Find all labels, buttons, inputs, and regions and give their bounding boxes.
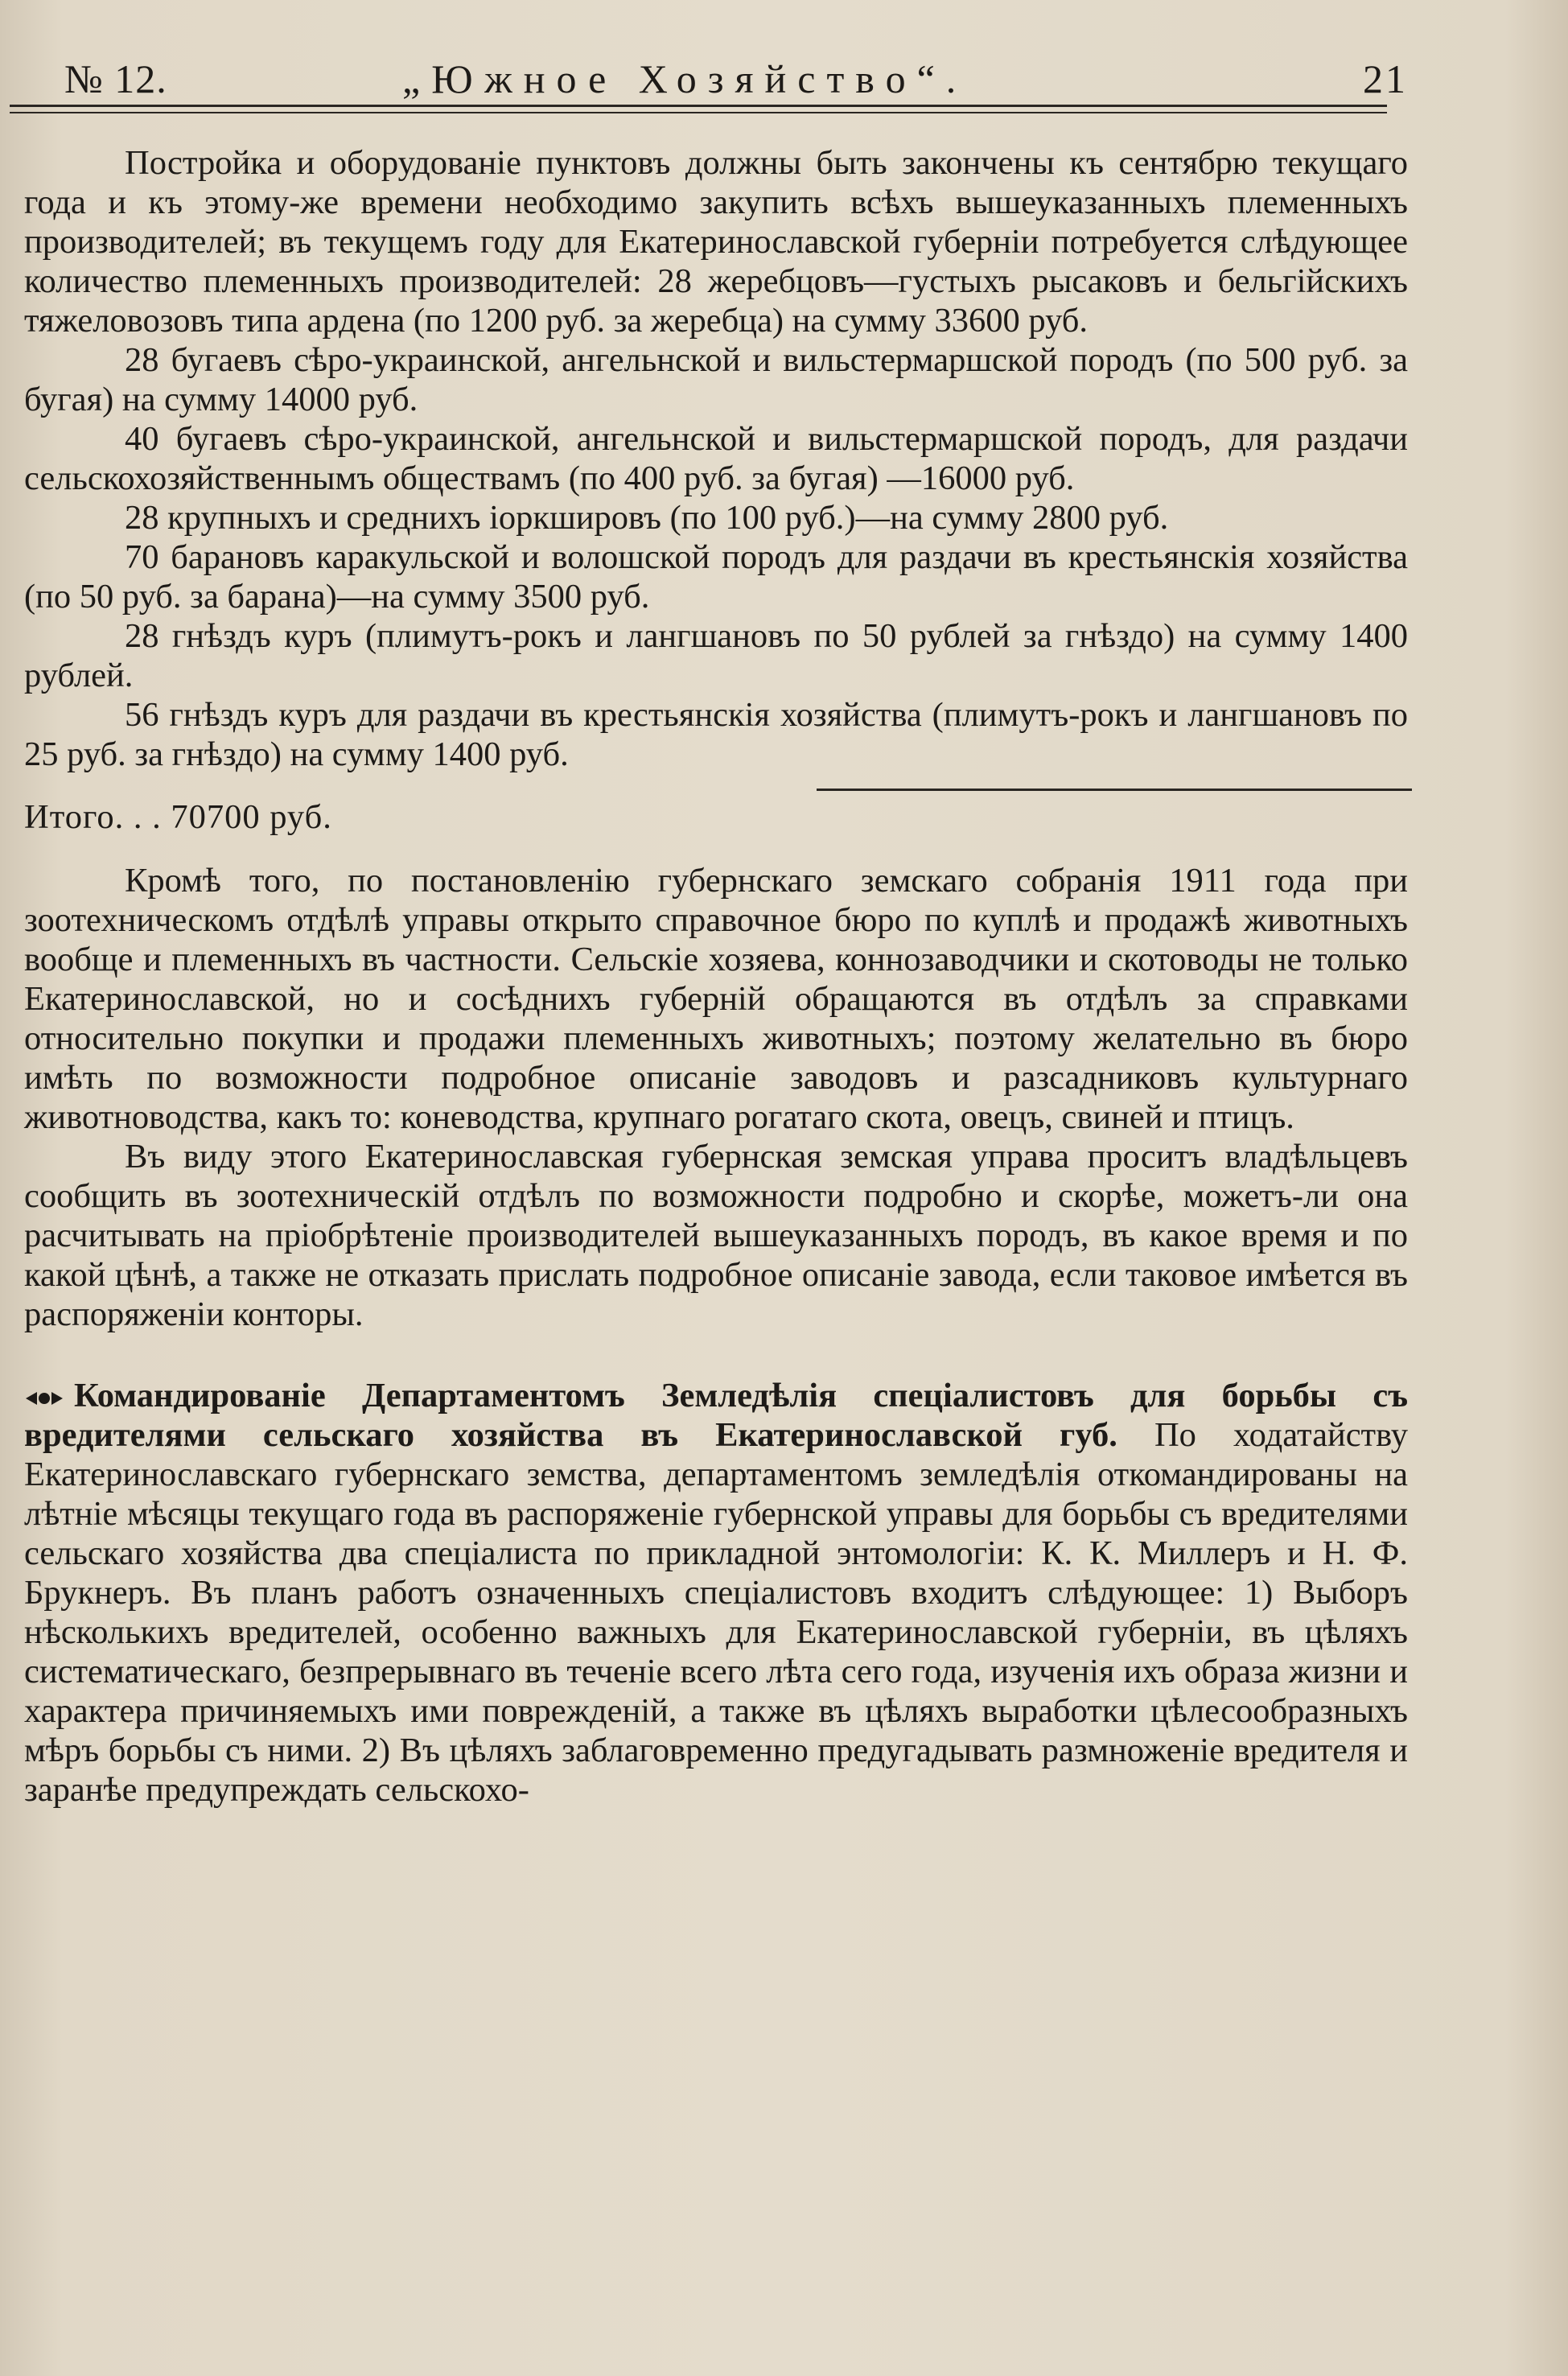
total-sum: Итого. . . 70700 руб. xyxy=(24,798,332,836)
page-header xyxy=(56,47,1408,111)
section-text: По ходатайству Екатеринославскаго губернскаго земства, департаментомъ земледѣлія откомандированы на лѣтніе мѣсяцы текущаго года въ распоряженіе губернской управы для борьбы съ вредителями сельскаго хозяйства два спеціалиста по прикладной энтомологіи: К. К. Миллеръ и Н. Ф. Брукнеръ. Въ планъ работъ означенныхъ спеціалистовъ входитъ слѣдующее: 1) Выборъ нѣсколькихъ вредителей, особенно важныхъ для Екатеринославской губерніи, въ цѣляхъ систематическаго, безпрерывнаго въ теченіе всего лѣта сего года, изученія ихъ образа жизни и характера причиняемыхъ ими поврежденій, а также въ цѣляхъ выработки цѣлесообразныхъ мѣръ борьбы съ ними. 2) Въ цѣляхъ заблаговременно предугадывать размноженіе вредителя и заранѣе предупреждать сельскохо- xyxy=(24,1416,1408,1809)
spacer xyxy=(24,1334,1408,1376)
journal-title: „Южное Хозяйство“. xyxy=(402,56,968,101)
header-rule-bottom xyxy=(10,112,1387,113)
list-item: 28 гнѣздъ куръ (плимутъ-рокъ и лангшановъ по 50 рублей за гнѣздо) на сумму 1400 рублей. xyxy=(24,617,1408,694)
list-item: 56 гнѣздъ куръ для раздачи въ крестьянскія хозяйства (плимутъ-рокъ и лангшановъ по 25 руб. за гнѣздо) на сумму 1400 руб. xyxy=(24,696,1408,773)
article-body xyxy=(24,143,1408,1810)
ornament-bullet-icon xyxy=(24,1376,74,1415)
list-item: 70 барановъ каракульской и волошской породъ для раздачи въ крестьянскія хозяйства (по 50 руб. за барана)—на сумму 3500 руб. xyxy=(24,538,1408,616)
bureau-paragraph: Кромѣ того, по постановленію губернскаго земскаго собранія 1911 года при зоотехническомъ отдѣлѣ управы открыто справочное бюро по куплѣ и продажѣ животныхъ вообще и племенныхъ въ частности. Сельскіе хозяева, коннозаводчики и скотоводы не только Екатеринославской, но и сосѣднихъ губерній обращаются въ отдѣлъ за справками относительно покупки и продажи племенныхъ животныхъ; поэтому желательно въ бюро имѣть по возможности подробное описаніе заводовъ и разсадниковъ культурнаго животноводства, какъ то: коневодства, крупнаго рогатаго скота, овецъ, свиней и птицъ. xyxy=(24,862,1408,1136)
list-item: 40 бугаевъ сѣро-украинской, ангельнской и вильстермаршской породъ, для раздачи сельскохозяйственнымъ обществамъ (по 400 руб. за бугая) —16000 руб. xyxy=(24,420,1408,497)
list-item: 28 бугаевъ сѣро-украинской, ангельнской и вильстермаршской породъ (по 500 руб. за бугая) на сумму 14000 руб. xyxy=(24,341,1408,418)
issue-number: № 12. xyxy=(64,56,167,101)
page-number: 21 xyxy=(1363,56,1408,101)
breeders-intro-paragraph: Постройка и оборудованіе пунктовъ должны быть закончены къ сентябрю текущаго года и къ этому-же времени необходимо закупить всѣхъ вышеуказанныхъ племенныхъ производителей; въ текущемъ году для Екатеринославской губерніи потребуется слѣдующее количество племенныхъ производителей: 28 жеребцовъ—густыхъ рысаковъ и бельгійскихъ тяжеловозовъ типа ардена (по 1200 руб. за жеребца) на сумму 33600 руб. xyxy=(24,144,1408,340)
list-item: 28 крупныхъ и среднихъ іоркшировъ (по 100 руб.)—на сумму 2800 руб. xyxy=(125,499,1169,537)
section-heading: Командированіе Департаментомъ Земледѣлія спеціалистовъ для борьбы съ вредителями сельскаго хозяйства въ Екатеринославской губ. xyxy=(24,1377,1408,1454)
total-rule xyxy=(817,789,1412,791)
header-rule-top xyxy=(10,105,1387,107)
spacer xyxy=(24,837,1408,861)
request-paragraph: Въ виду этого Екатеринославская губернская земская управа проситъ владѣльцевъ сообщить въ зоотехническій отдѣлъ по возможности подробно и скорѣе, можетъ-ли она расчитывать на пріобрѣтеніе производителей вышеуказанныхъ породъ, въ какое время и по какой цѣнѣ, а также не отказать прислать подробное описаніе завода, если таковое имѣется въ распоряженіи конторы. xyxy=(24,1138,1408,1333)
commission-paragraph xyxy=(24,1376,1408,1810)
